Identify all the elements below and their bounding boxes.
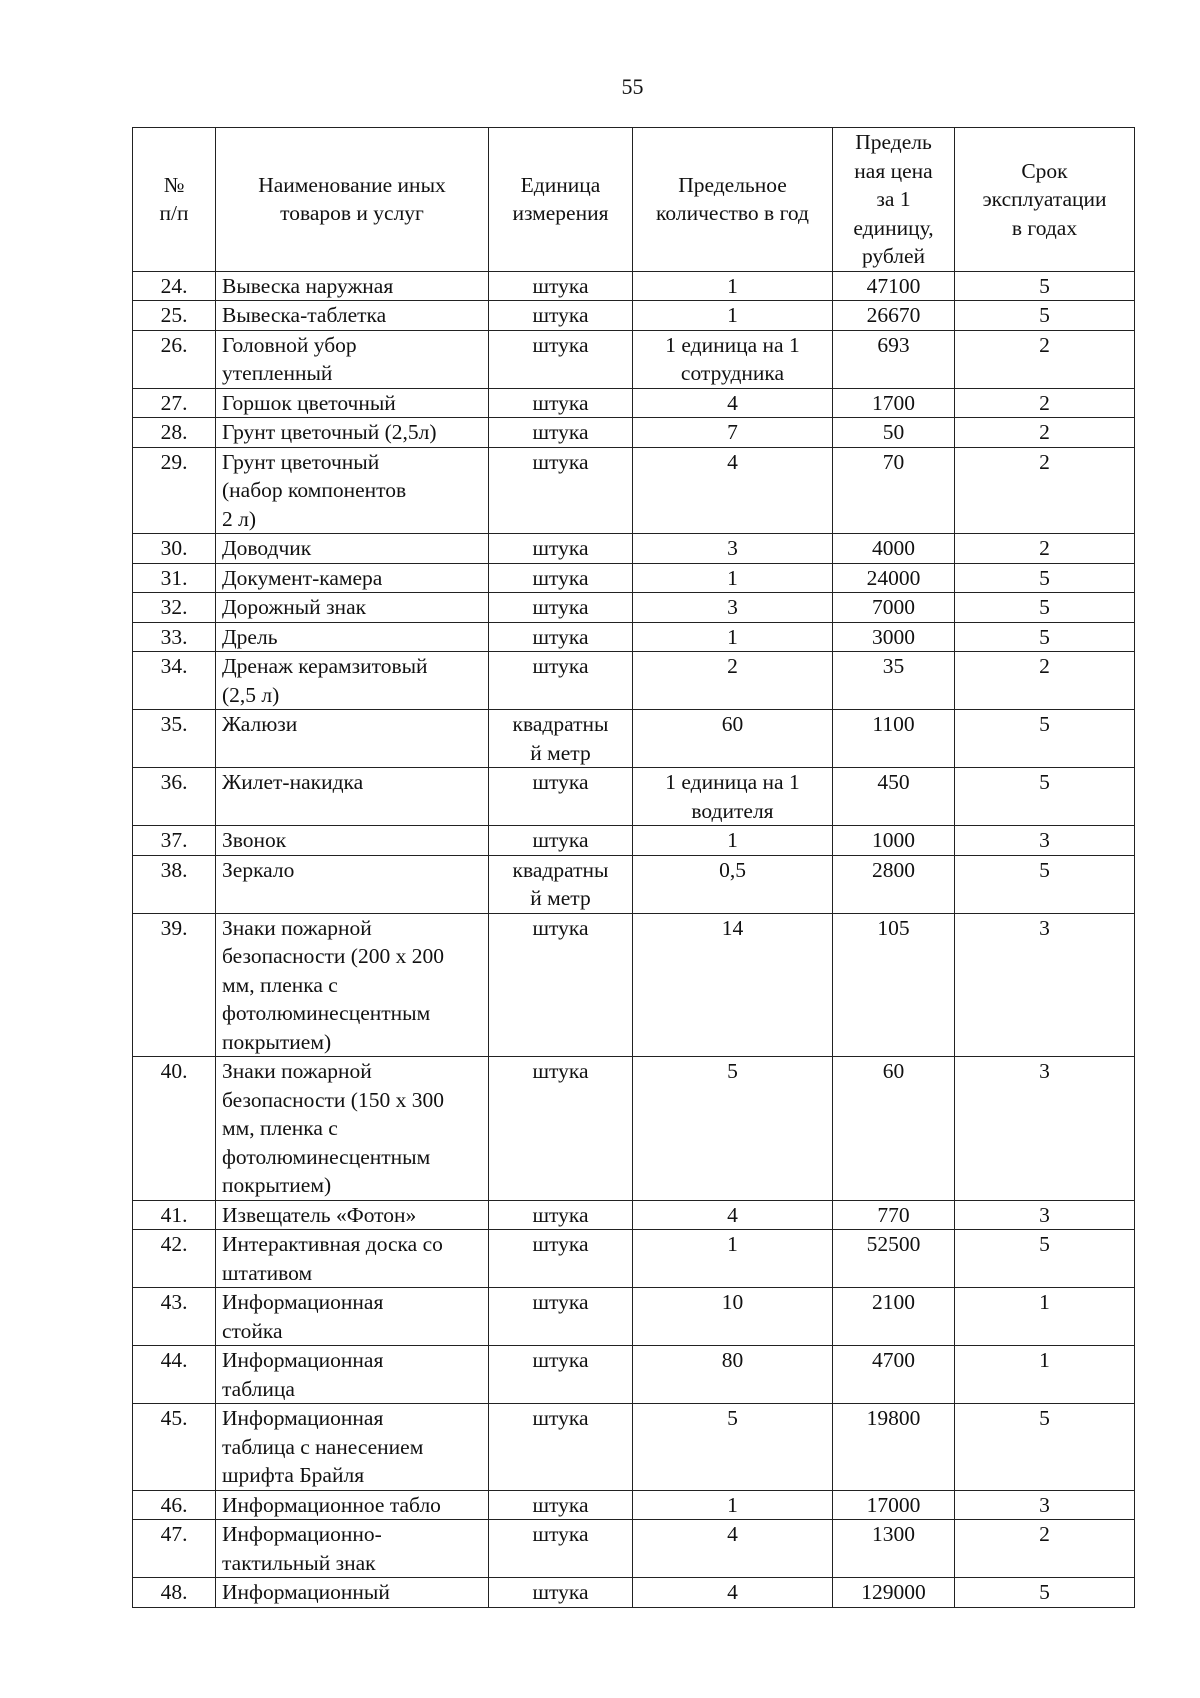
- table-row: [133, 622, 1135, 652]
- cell-number: 42.: [133, 1230, 216, 1288]
- cell-item-name: Головной убор утепленный: [216, 330, 489, 388]
- table-row: [133, 1346, 1135, 1404]
- page-number: 55: [621, 74, 644, 99]
- cell-item-name: Интерактивная доска со штативом: [216, 1230, 489, 1288]
- cell-item-name: Дорожный знак: [216, 593, 489, 623]
- cell-quantity: 1 единица на 1 водителя: [633, 768, 833, 826]
- cell-number: 34.: [133, 652, 216, 710]
- cell-quantity: 4: [633, 1200, 833, 1230]
- header-num: № п/п: [133, 128, 216, 272]
- table-row: [133, 855, 1135, 913]
- cell-unit: штука: [489, 913, 633, 1057]
- cell-unit: штука: [489, 652, 633, 710]
- cell-price: 3000: [833, 622, 955, 652]
- cell-unit: штука: [489, 534, 633, 564]
- cell-item-name: Дрель: [216, 622, 489, 652]
- cell-quantity: 60: [633, 710, 833, 768]
- table-row: [133, 1288, 1135, 1346]
- cell-price: 4700: [833, 1346, 955, 1404]
- cell-item-name: Информационный: [216, 1578, 489, 1608]
- cell-number: 47.: [133, 1520, 216, 1578]
- cell-unit: штука: [489, 622, 633, 652]
- table-row: [133, 710, 1135, 768]
- table-row: [133, 652, 1135, 710]
- table-row: [133, 1200, 1135, 1230]
- cell-term: 2: [955, 534, 1135, 564]
- cell-term: 5: [955, 768, 1135, 826]
- table-row: [133, 388, 1135, 418]
- cell-unit: штука: [489, 1200, 633, 1230]
- header-price: Предель ная цена за 1 единицу, рублей: [833, 128, 955, 272]
- cell-unit: штука: [489, 330, 633, 388]
- cell-price: 693: [833, 330, 955, 388]
- cell-number: 45.: [133, 1404, 216, 1491]
- table-header-row: [133, 128, 1135, 272]
- table-row: [133, 1230, 1135, 1288]
- cell-unit: квадратны й метр: [489, 855, 633, 913]
- cell-term: 2: [955, 388, 1135, 418]
- header-qty: Предельное количество в год: [633, 128, 833, 272]
- cell-number: 44.: [133, 1346, 216, 1404]
- cell-term: 5: [955, 563, 1135, 593]
- cell-number: 32.: [133, 593, 216, 623]
- header-name: Наименование иных товаров и услуг: [216, 128, 489, 272]
- table-row: [133, 271, 1135, 301]
- cell-unit: штука: [489, 1230, 633, 1288]
- cell-quantity: 4: [633, 1520, 833, 1578]
- table-row: [133, 913, 1135, 1057]
- cell-item-name: Вывеска наружная: [216, 271, 489, 301]
- cell-unit: штука: [489, 563, 633, 593]
- cell-unit: штука: [489, 447, 633, 534]
- cell-price: 50: [833, 418, 955, 448]
- cell-number: 46.: [133, 1490, 216, 1520]
- cell-price: 105: [833, 913, 955, 1057]
- cell-quantity: 5: [633, 1057, 833, 1201]
- cell-quantity: 10: [633, 1288, 833, 1346]
- cell-price: 52500: [833, 1230, 955, 1288]
- cell-number: 25.: [133, 301, 216, 331]
- cell-unit: штука: [489, 1288, 633, 1346]
- cell-term: 2: [955, 1520, 1135, 1578]
- cell-price: 17000: [833, 1490, 955, 1520]
- cell-unit: штука: [489, 1346, 633, 1404]
- cell-quantity: 4: [633, 447, 833, 534]
- cell-number: 38.: [133, 855, 216, 913]
- header-unit: Единица измерения: [489, 128, 633, 272]
- cell-unit: штука: [489, 1404, 633, 1491]
- cell-price: 70: [833, 447, 955, 534]
- cell-item-name: Вывеска-таблетка: [216, 301, 489, 331]
- cell-item-name: Доводчик: [216, 534, 489, 564]
- cell-item-name: Дренаж керамзитовый (2,5 л): [216, 652, 489, 710]
- table-row: [133, 301, 1135, 331]
- table-row: [133, 418, 1135, 448]
- cell-number: 27.: [133, 388, 216, 418]
- cell-unit: штука: [489, 826, 633, 856]
- table-row: [133, 1404, 1135, 1491]
- cell-price: 1300: [833, 1520, 955, 1578]
- cell-quantity: 14: [633, 913, 833, 1057]
- cell-price: 35: [833, 652, 955, 710]
- cell-term: 5: [955, 271, 1135, 301]
- cell-price: 19800: [833, 1404, 955, 1491]
- cell-item-name: Документ-камера: [216, 563, 489, 593]
- table-row: [133, 768, 1135, 826]
- cell-term: 3: [955, 826, 1135, 856]
- cell-unit: штука: [489, 768, 633, 826]
- cell-term: 3: [955, 913, 1135, 1057]
- cell-term: 3: [955, 1490, 1135, 1520]
- cell-term: 5: [955, 1578, 1135, 1608]
- cell-term: 5: [955, 710, 1135, 768]
- cell-unit: штука: [489, 1520, 633, 1578]
- cell-number: 35.: [133, 710, 216, 768]
- cell-item-name: Информационная таблица: [216, 1346, 489, 1404]
- table-row: [133, 563, 1135, 593]
- cell-unit: штука: [489, 593, 633, 623]
- cell-number: 30.: [133, 534, 216, 564]
- cell-price: 4000: [833, 534, 955, 564]
- cell-term: 2: [955, 330, 1135, 388]
- header-term: Срок эксплуатации в годах: [955, 128, 1135, 272]
- cell-quantity: 1 единица на 1 сотрудника: [633, 330, 833, 388]
- cell-term: 2: [955, 418, 1135, 448]
- cell-item-name: Грунт цветочный (набор компонентов 2 л): [216, 447, 489, 534]
- cell-item-name: Информационное табло: [216, 1490, 489, 1520]
- cell-term: 3: [955, 1200, 1135, 1230]
- table-row: [133, 447, 1135, 534]
- cell-quantity: 1: [633, 1230, 833, 1288]
- cell-quantity: 1: [633, 826, 833, 856]
- cell-number: 33.: [133, 622, 216, 652]
- cell-unit: штука: [489, 1578, 633, 1608]
- cell-item-name: Звонок: [216, 826, 489, 856]
- cell-quantity: 1: [633, 563, 833, 593]
- cell-number: 39.: [133, 913, 216, 1057]
- cell-quantity: 2: [633, 652, 833, 710]
- table-row: [133, 1520, 1135, 1578]
- cell-item-name: Зеркало: [216, 855, 489, 913]
- cell-number: 29.: [133, 447, 216, 534]
- cell-term: 5: [955, 622, 1135, 652]
- cell-unit: квадратны й метр: [489, 710, 633, 768]
- cell-term: 5: [955, 301, 1135, 331]
- cell-item-name: Знаки пожарной безопасности (200 х 200 мм, пленка с фотолюминесцентным покрытием): [216, 913, 489, 1057]
- cell-price: 2800: [833, 855, 955, 913]
- cell-number: 24.: [133, 271, 216, 301]
- table-row: [133, 1490, 1135, 1520]
- cell-quantity: 3: [633, 593, 833, 623]
- cell-term: 1: [955, 1288, 1135, 1346]
- cell-term: 5: [955, 855, 1135, 913]
- cell-term: 5: [955, 593, 1135, 623]
- cell-price: 24000: [833, 563, 955, 593]
- cell-item-name: Грунт цветочный (2,5л): [216, 418, 489, 448]
- cell-unit: штука: [489, 418, 633, 448]
- cell-term: 2: [955, 447, 1135, 534]
- cell-quantity: 1: [633, 271, 833, 301]
- cell-unit: штука: [489, 1057, 633, 1201]
- cell-unit: штука: [489, 271, 633, 301]
- cell-unit: штука: [489, 301, 633, 331]
- table-row: [133, 534, 1135, 564]
- cell-quantity: 80: [633, 1346, 833, 1404]
- cell-quantity: 4: [633, 388, 833, 418]
- cell-price: 1100: [833, 710, 955, 768]
- cell-number: 31.: [133, 563, 216, 593]
- cell-price: 2100: [833, 1288, 955, 1346]
- cell-price: 770: [833, 1200, 955, 1230]
- cell-item-name: Извещатель «Фотон»: [216, 1200, 489, 1230]
- table-row: [133, 1578, 1135, 1608]
- cell-number: 26.: [133, 330, 216, 388]
- table-row: [133, 1057, 1135, 1201]
- cell-price: 47100: [833, 271, 955, 301]
- cell-term: 3: [955, 1057, 1135, 1201]
- table-row: [133, 330, 1135, 388]
- cell-quantity: 3: [633, 534, 833, 564]
- cell-number: 43.: [133, 1288, 216, 1346]
- cell-term: 2: [955, 652, 1135, 710]
- table-row: [133, 826, 1135, 856]
- cell-number: 40.: [133, 1057, 216, 1201]
- cell-unit: штука: [489, 388, 633, 418]
- cell-price: 129000: [833, 1578, 955, 1608]
- cell-term: 5: [955, 1404, 1135, 1491]
- cell-number: 41.: [133, 1200, 216, 1230]
- cell-item-name: Горшок цветочный: [216, 388, 489, 418]
- cell-unit: штука: [489, 1490, 633, 1520]
- table-body: [133, 271, 1135, 1607]
- cell-item-name: Жилет-накидка: [216, 768, 489, 826]
- cell-term: 5: [955, 1230, 1135, 1288]
- cell-item-name: Жалюзи: [216, 710, 489, 768]
- cell-number: 37.: [133, 826, 216, 856]
- cell-price: 1000: [833, 826, 955, 856]
- cell-quantity: 1: [633, 622, 833, 652]
- cell-item-name: Информационно- тактильный знак: [216, 1520, 489, 1578]
- cell-quantity: 0,5: [633, 855, 833, 913]
- cell-number: 48.: [133, 1578, 216, 1608]
- cell-price: 60: [833, 1057, 955, 1201]
- cell-number: 28.: [133, 418, 216, 448]
- cell-price: 450: [833, 768, 955, 826]
- goods-table: [132, 127, 1135, 1608]
- cell-item-name: Информационная стойка: [216, 1288, 489, 1346]
- cell-quantity: 1: [633, 301, 833, 331]
- cell-number: 36.: [133, 768, 216, 826]
- cell-quantity: 5: [633, 1404, 833, 1491]
- table-row: [133, 593, 1135, 623]
- cell-item-name: Информационная таблица с нанесением шрифта Брайля: [216, 1404, 489, 1491]
- cell-price: 26670: [833, 301, 955, 331]
- cell-price: 7000: [833, 593, 955, 623]
- cell-term: 1: [955, 1346, 1135, 1404]
- cell-quantity: 7: [633, 418, 833, 448]
- cell-quantity: 1: [633, 1490, 833, 1520]
- cell-quantity: 4: [633, 1578, 833, 1608]
- cell-price: 1700: [833, 388, 955, 418]
- cell-item-name: Знаки пожарной безопасности (150 х 300 мм, пленка с фотолюминесцентным покрытием): [216, 1057, 489, 1201]
